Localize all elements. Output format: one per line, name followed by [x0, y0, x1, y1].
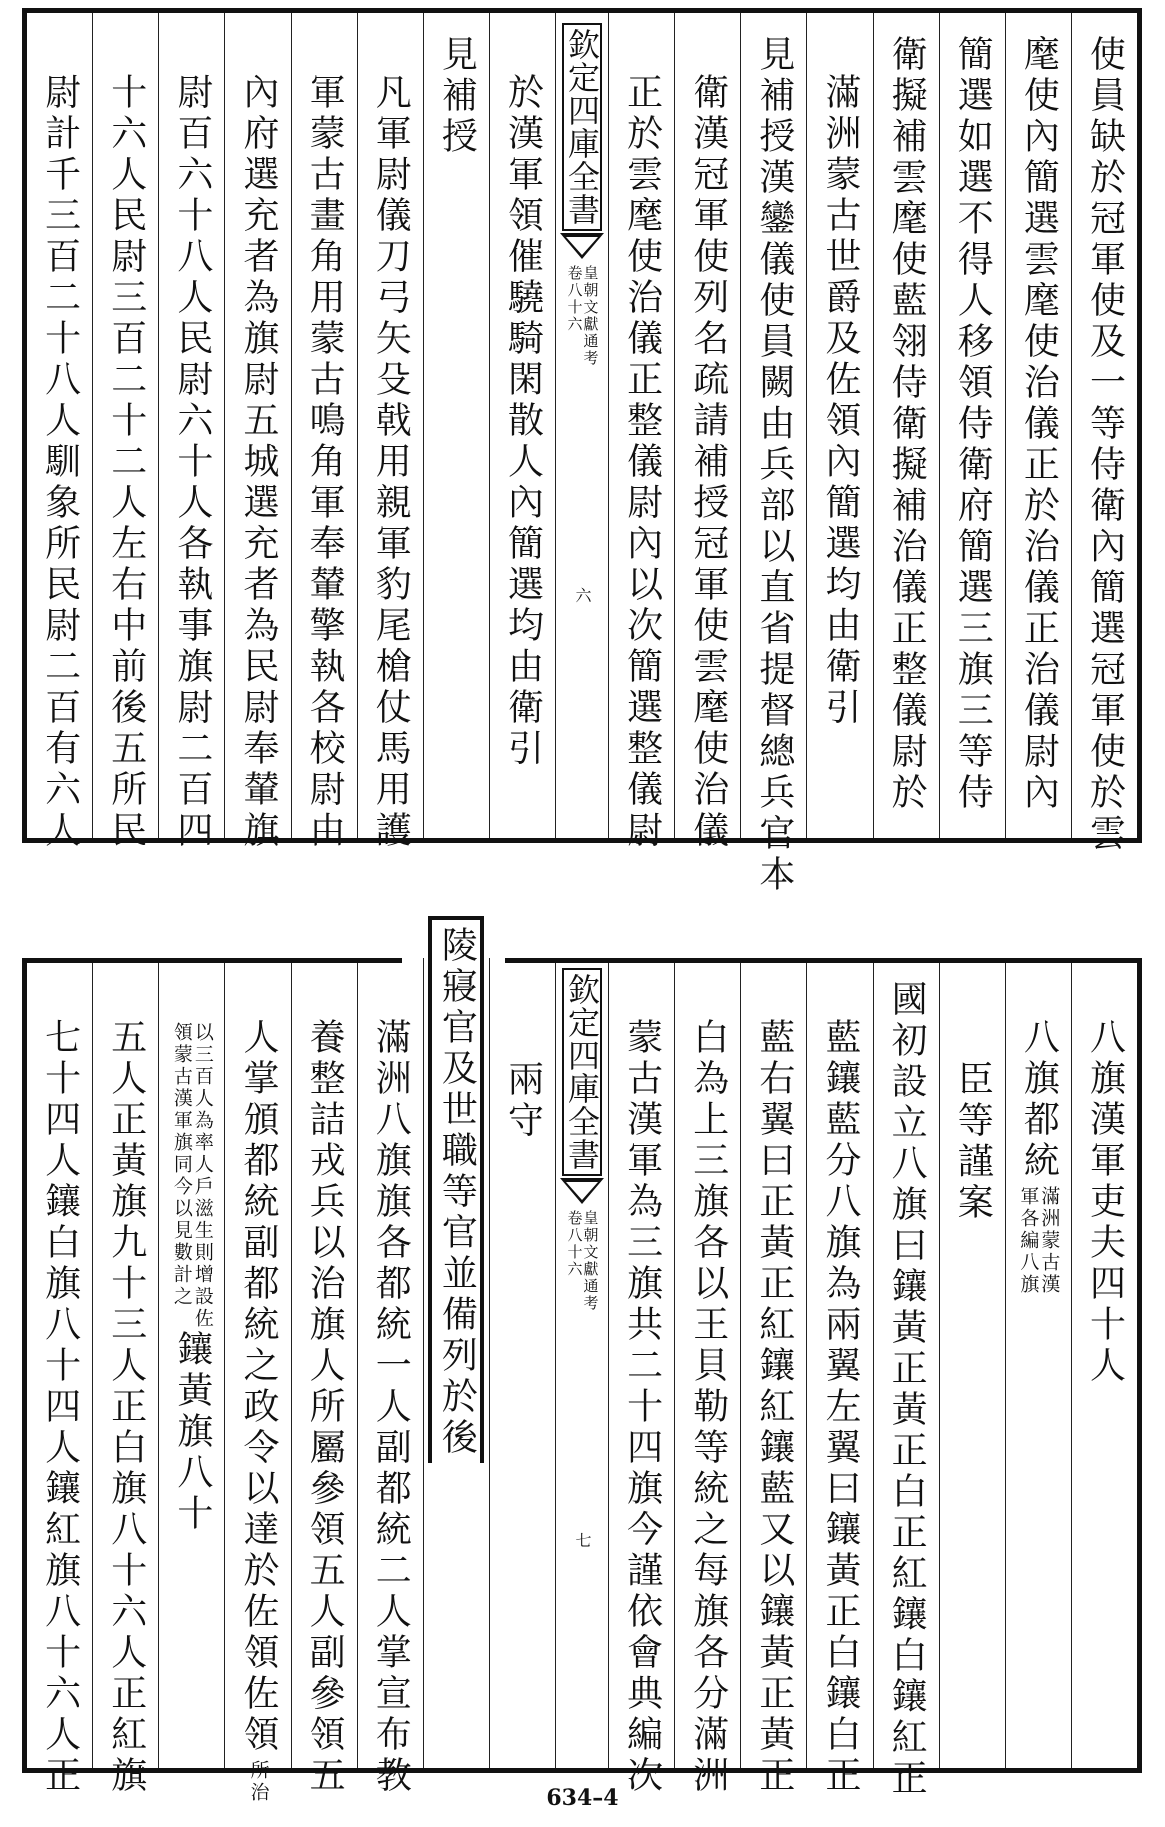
annotation: 所治: [247, 1760, 270, 1804]
annotation: 滿洲蒙古漢 軍各編八旗: [1017, 1186, 1061, 1296]
volume-reference: 皇朝文獻通考 卷八十六: [565, 1210, 600, 1312]
text-column: 國初設立八旗曰鑲黃正黃正白正紅鑲白鑲紅正: [873, 958, 939, 1768]
top-page: [22, 8, 1142, 896]
text-column: 使員缺於冠軍使及一等侍衛內簡選冠軍使於雲: [1071, 13, 1137, 838]
heading-tab-column: [423, 926, 489, 1768]
text-column: 臣等謹案: [939, 958, 1005, 1768]
text-column: 凡軍尉儀刀弓矢殳戟用親軍豹尾槍仗馬用護: [357, 13, 423, 838]
text-column: 八旗都統 滿洲蒙古漢 軍各編八旗: [1005, 958, 1071, 1768]
text-column: 養整詰戎兵以治旗人所屬參領五人副參領五: [291, 958, 357, 1768]
text-column: 麾使內簡選雲麾使治儀正於治儀正治儀尉內: [1005, 13, 1071, 838]
text-column: 內府選充者為旗尉五城選充者為民尉奉輦旗: [224, 13, 290, 838]
text-column: 滿洲蒙古世爵及佐領內簡選均由衛引: [806, 13, 872, 838]
text-column: 藍右翼曰正黃正紅鑲紅鑲藍又以鑲黃正黃正: [740, 958, 806, 1768]
text-column: 尉計千三百二十八人馴象所民尉二百有六人: [39, 73, 81, 852]
text-column: 兩守: [489, 958, 555, 1768]
text-column: 八旗漢軍吏夫四十人: [1071, 958, 1137, 1768]
text-column: 尉百六十八人民尉六十人各執事旗尉二百四: [158, 13, 224, 838]
text-column: 五人正黃旗九十三人正白旗八十六人正紅旗: [92, 958, 158, 1768]
book-title: 欽定四庫全書: [562, 968, 602, 1176]
frame-top-border: [505, 958, 1142, 963]
text-column: 正於雲麾使治儀正整儀尉內以次簡選整儀尉: [608, 13, 674, 838]
volume-reference: 皇朝文獻通考 卷八十六: [565, 265, 600, 367]
text-column: 藍鑲藍分八旗為兩翼左翼曰鑲黃正白鑲白正: [806, 958, 872, 1768]
text-column: 衛擬補雲麾使藍翎侍衛擬補治儀正整儀尉於: [873, 13, 939, 838]
text-column: 於漢軍領催驍騎閑散人內簡選均由衛引: [489, 13, 555, 838]
text-column: 人掌頒都統副都統之政令以達於佐領佐領 所治: [224, 958, 290, 1768]
text-column: 七十四人鑲白旗八十四人鑲紅旗八十六人正: [39, 1018, 81, 1797]
text-column: 滿洲八旗旗各都統一人副都統二人掌宣布教: [357, 958, 423, 1768]
frame-top-border: [22, 958, 402, 963]
text-column: 衛漢冠軍使列名疏請補授冠軍使雲麾使治儀: [674, 13, 740, 838]
text-column: 以三百人為率人戶滋生則增設佐 領蒙古漢軍旗同今以見數計之 鑲黃旗八十: [158, 958, 224, 1768]
text-column: 軍蒙古畫角用蒙古鳴角軍奉輦擎執各校尉由: [291, 13, 357, 838]
text-column: 蒙古漢軍為三旗共二十四旗今謹依會典編次: [608, 958, 674, 1768]
page-number: 七: [573, 1532, 592, 1553]
text-column: 白為上三旗各以王貝勒等統之每旗各分滿洲: [674, 958, 740, 1768]
raised-heading-tab: 陵寢官及世職等官並備列於後: [428, 916, 484, 1463]
text-column: 見補授漢鑾儀使員闕由兵部以直省提督總兵官本: [740, 13, 806, 838]
footer-page-label: 634–4: [546, 1785, 619, 1811]
center-gutter: [555, 13, 608, 838]
text-column: 見補授: [423, 13, 489, 838]
text-column: 十六人民尉三百二十二人左右中前後五所民: [92, 13, 158, 838]
page-number: 六: [573, 587, 592, 608]
text-column: 簡選如選不得人移領侍衛府簡選三旗三等侍: [939, 13, 1005, 838]
book-title: 欽定四庫全書: [562, 23, 602, 231]
annotation: 以三百人為率人戶滋生則增設佐 領蒙古漢軍旗同今以見數計之: [170, 1022, 214, 1330]
center-gutter: [555, 958, 608, 1768]
